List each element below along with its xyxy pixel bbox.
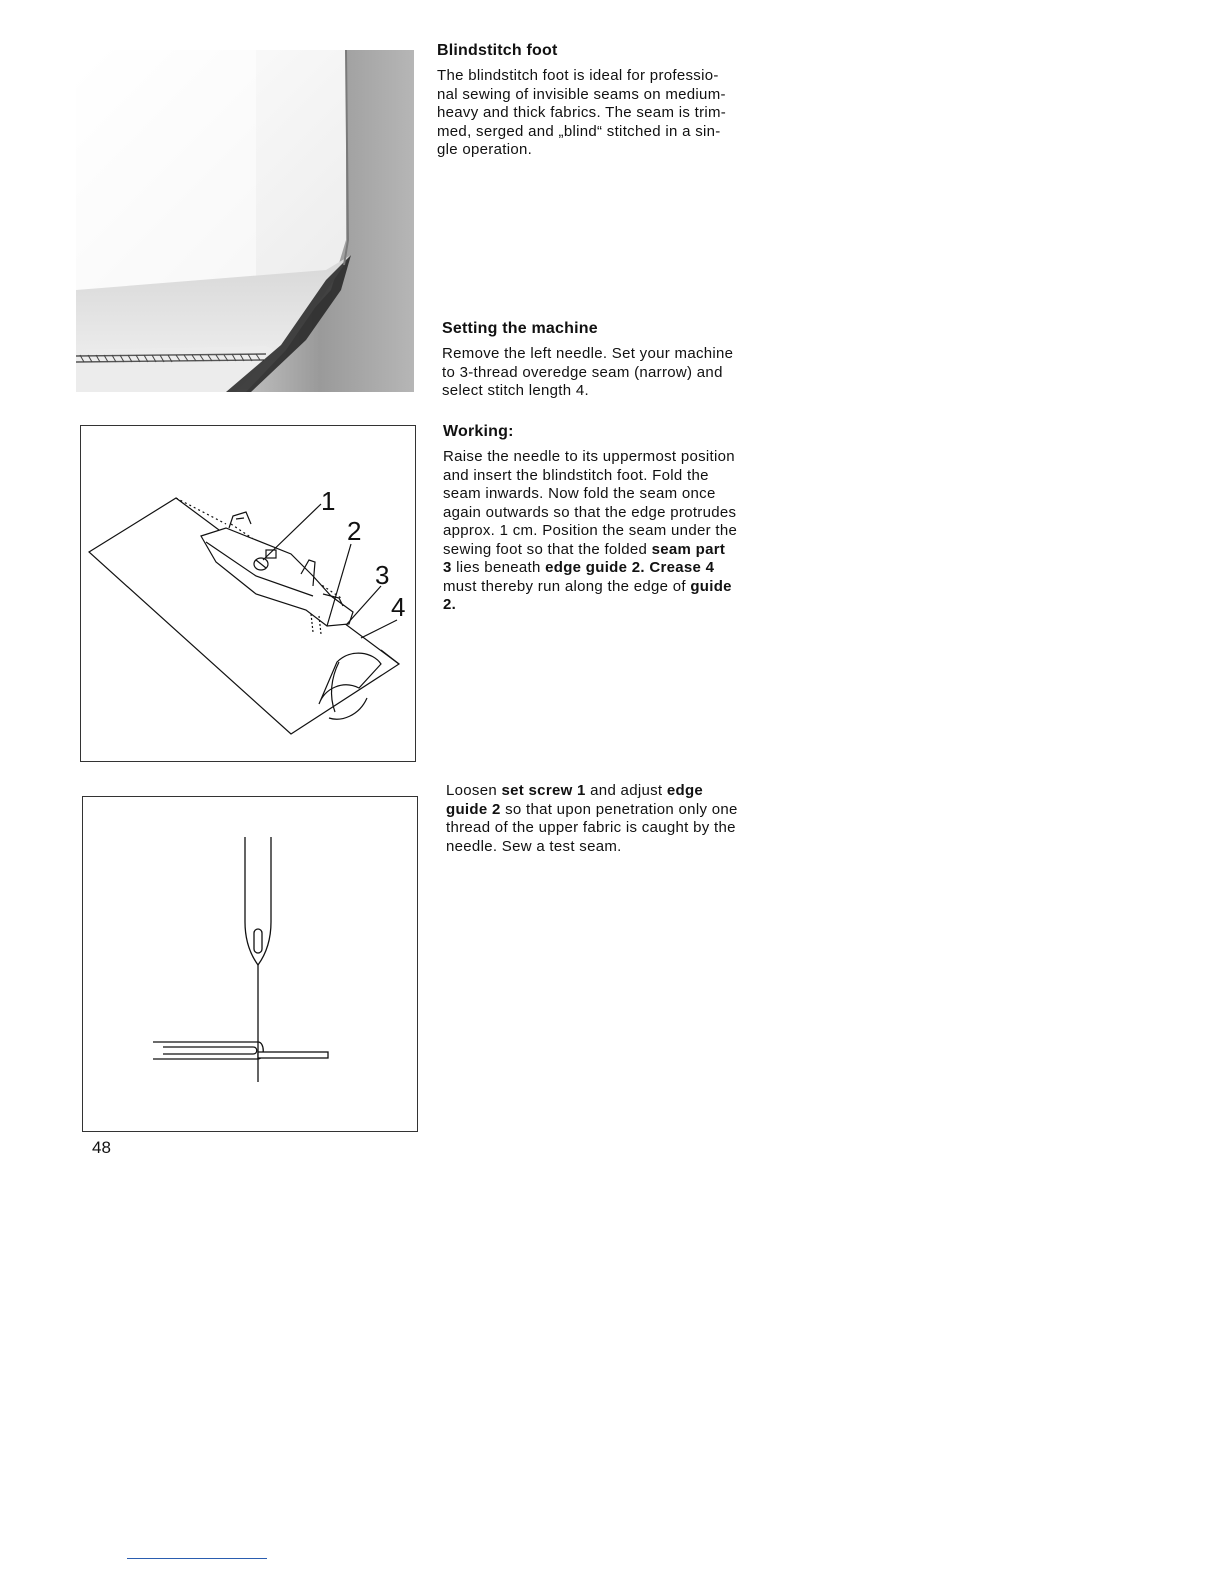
- adjust-line: thread of the upper fabric is caught by the: [446, 819, 736, 836]
- working-line: Raise the needle to its uppermost position: [443, 448, 735, 465]
- intro-line: nal sewing of invisible seams on medium-: [437, 85, 726, 103]
- adjust-line: [446, 801, 806, 820]
- setting-line: select stitch length 4.: [442, 382, 589, 399]
- working-line: [443, 559, 803, 578]
- section-working: [443, 423, 803, 615]
- text-run: lies beneath: [451, 559, 546, 576]
- text-run: must thereby run along the edge of: [443, 577, 691, 595]
- bold-term: seam part: [651, 540, 726, 558]
- fabric-photo-graphic: [76, 50, 414, 392]
- heading-blindstitch-foot: Blindstitch foot: [437, 42, 558, 59]
- adjust-line: [446, 782, 806, 801]
- needle-drawing: [83, 797, 417, 1131]
- blindstitch-seam-photo: [76, 50, 414, 392]
- bold-term: edge: [666, 782, 704, 799]
- page-number: 48: [92, 1138, 111, 1157]
- section-blindstitch-foot: [437, 42, 797, 160]
- callout-1: 1: [321, 486, 336, 516]
- callout-4: 4: [391, 592, 406, 622]
- needle-penetration-diagram: [82, 796, 418, 1132]
- setting-line: Remove the left needle. Set your machine: [442, 345, 734, 362]
- intro-line: heavy and thick fabrics. The seam is trim-: [437, 104, 727, 121]
- working-line: [443, 596, 803, 615]
- intro-line: The blindstitch foot is ideal for professio-: [437, 67, 719, 84]
- bold-term: guide 2: [446, 800, 501, 818]
- blindstitch-foot-drawing: [81, 426, 415, 761]
- bold-term: set screw 1: [501, 782, 586, 799]
- section-adjust-guide: [446, 782, 806, 856]
- callout-2: 2: [347, 516, 362, 546]
- working-line: approx. 1 cm. Position the seam under the: [443, 522, 738, 539]
- text-run: sewing foot so that the folded: [443, 540, 652, 558]
- heading-setting-machine: Setting the machine: [442, 320, 598, 337]
- bold-term: 2.: [443, 596, 457, 613]
- heading-working: Working:: [443, 423, 514, 440]
- text-run: and adjust: [585, 782, 667, 799]
- working-line: again outwards so that the edge protrudes: [443, 503, 737, 521]
- working-line: [443, 541, 803, 560]
- working-line: and insert the blindstitch foot. Fold the: [443, 466, 709, 484]
- bold-term: edge guide 2. Crease 4: [545, 559, 715, 576]
- section-setting-machine: [442, 320, 802, 401]
- text-run: so that upon penetration only one: [500, 800, 738, 818]
- intro-line: med, serged and „blind“ stitched in a sin-: [437, 122, 721, 140]
- setting-line: to 3-thread overedge seam (narrow) and: [442, 363, 723, 381]
- working-line: seam inwards. Now fold the seam once: [443, 485, 716, 502]
- intro-line: gle operation.: [437, 141, 533, 158]
- footer-rule: [127, 1558, 267, 1559]
- adjust-line: needle. Sew a test seam.: [446, 837, 622, 855]
- text-run: Loosen: [446, 782, 502, 799]
- callout-3: 3: [375, 560, 390, 590]
- bold-term: guide: [690, 577, 732, 595]
- blindstitch-foot-diagram: [80, 425, 416, 762]
- working-line: [443, 578, 803, 597]
- bold-term: 3: [443, 559, 452, 576]
